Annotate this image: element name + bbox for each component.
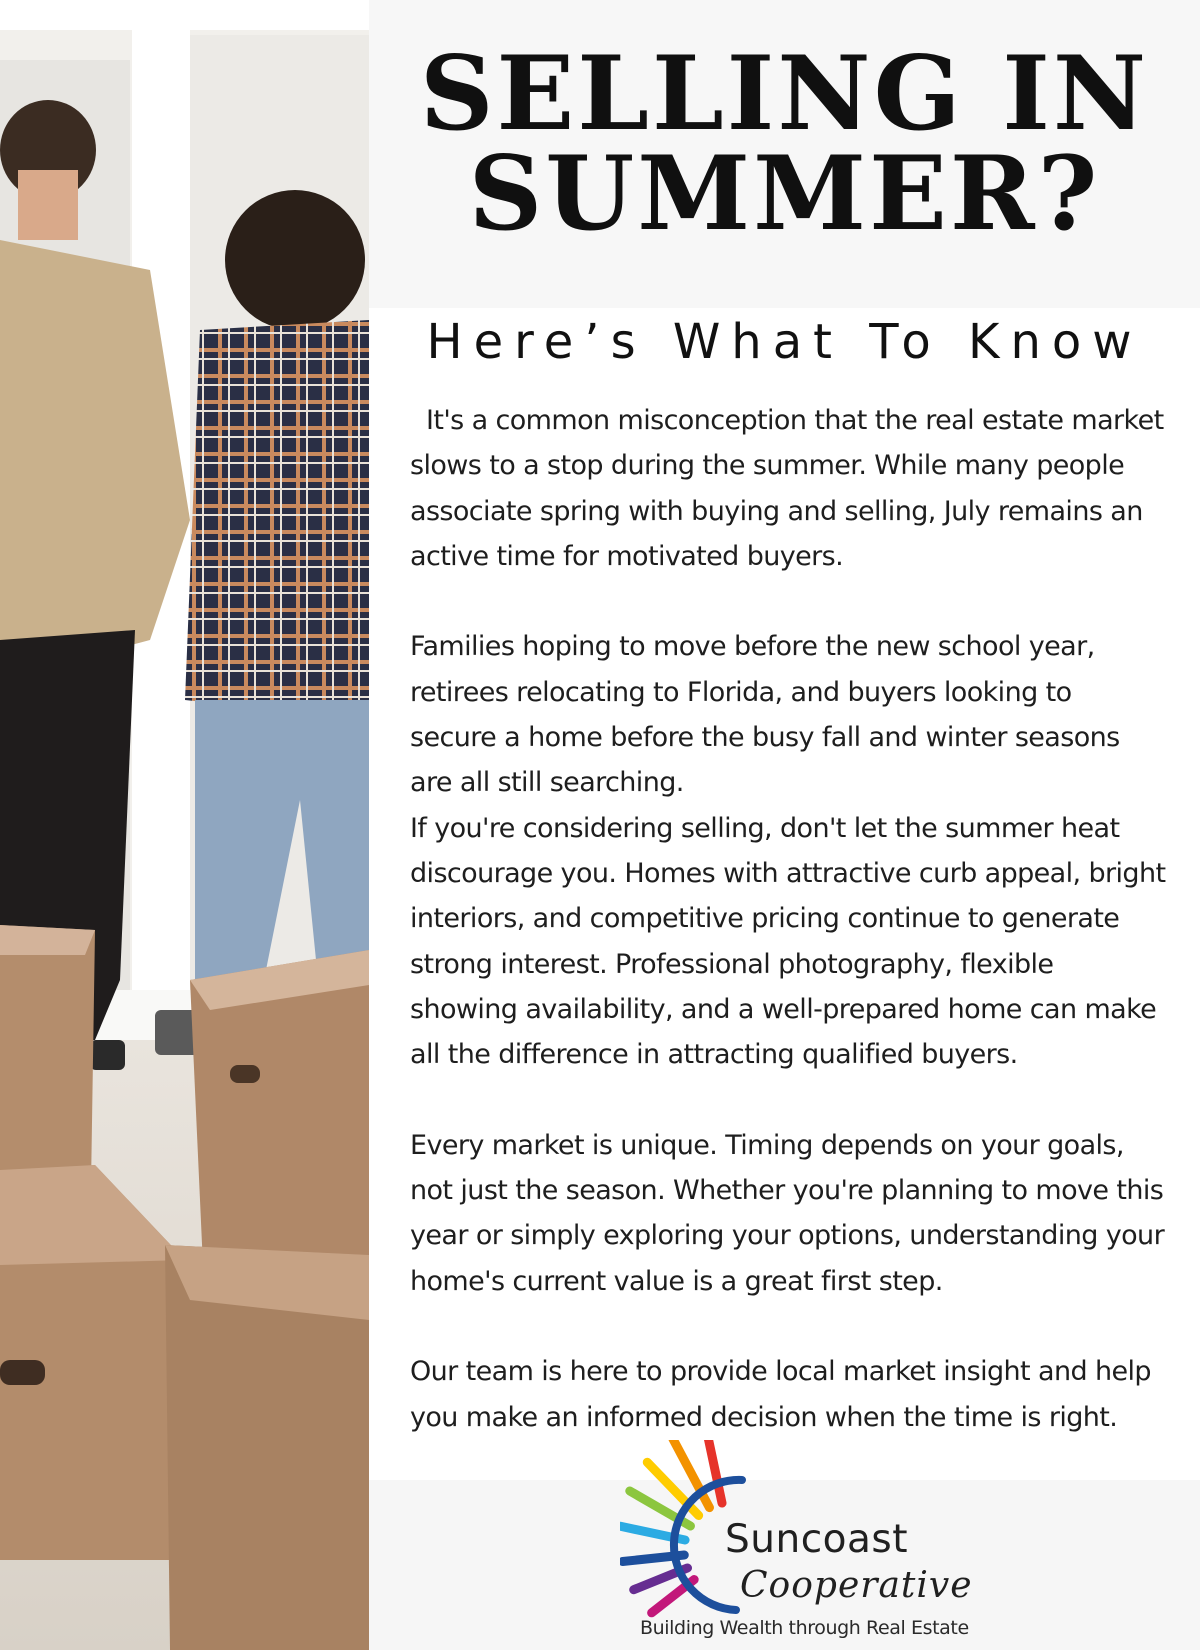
paragraph-gap bbox=[410, 1304, 1170, 1349]
page-title bbox=[369, 34, 1200, 254]
article-line: slows to a stop during the summer. While many people bbox=[410, 450, 1125, 482]
article-line: secure a home before the busy fall and winter seasons bbox=[410, 722, 1120, 754]
article-line: Our team is here to provide local market insight and help bbox=[410, 1356, 1151, 1388]
title-line-2: SUMMER? bbox=[468, 134, 1101, 254]
article-line: showing availability, and a well-prepared home can make bbox=[410, 993, 1157, 1025]
article-line: strong interest. Professional photography, flexible bbox=[410, 948, 1054, 980]
paragraph-gap bbox=[410, 1077, 1170, 1122]
article-line: active time for motivated buyers. bbox=[410, 540, 844, 572]
cover-photo bbox=[0, 0, 369, 1650]
article-line: Families hoping to move before the new school year, bbox=[410, 631, 1095, 663]
article-line: not just the season. Whether you're planning to move this bbox=[410, 1175, 1164, 1207]
article-line: interiors, and competitive pricing continue to generate bbox=[410, 903, 1120, 935]
page-subtitle: Here’s What To Know bbox=[426, 314, 1143, 370]
article-line: you make an informed decision when the time is right. bbox=[410, 1401, 1118, 1433]
article-line: Every market is unique. Timing depends on your goals, bbox=[410, 1129, 1124, 1161]
article-line: It's a common misconception that the real estate market bbox=[410, 405, 1164, 436]
article-line: discourage you. Homes with attractive curb appeal, bright bbox=[410, 857, 1166, 889]
photo-two-people-moving-boxes-icon bbox=[0, 0, 369, 1650]
article-line: retirees relocating to Florida, and buyers looking to bbox=[410, 676, 1072, 708]
title-line-1: SELLING IN bbox=[419, 34, 1150, 154]
article-line: If you're considering selling, don't let the summer heat bbox=[410, 812, 1120, 844]
article-line: home's current value is a great first step. bbox=[410, 1265, 943, 1297]
logo-ray bbox=[707, 1440, 722, 1503]
article-line: all the difference in attracting qualified buyers. bbox=[410, 1039, 1018, 1071]
article-body bbox=[410, 398, 1170, 1440]
logo-script: Cooperative bbox=[740, 1565, 973, 1606]
article-line: associate spring with buying and selling, July remains an bbox=[410, 495, 1143, 527]
article-line: are all still searching. bbox=[410, 767, 684, 799]
logo-name: Suncoast bbox=[725, 1517, 909, 1562]
paragraph-gap bbox=[410, 579, 1170, 624]
logo-tagline: Building Wealth through Real Estate bbox=[640, 1617, 969, 1639]
article-line: year or simply exploring your options, understanding your bbox=[410, 1220, 1165, 1252]
